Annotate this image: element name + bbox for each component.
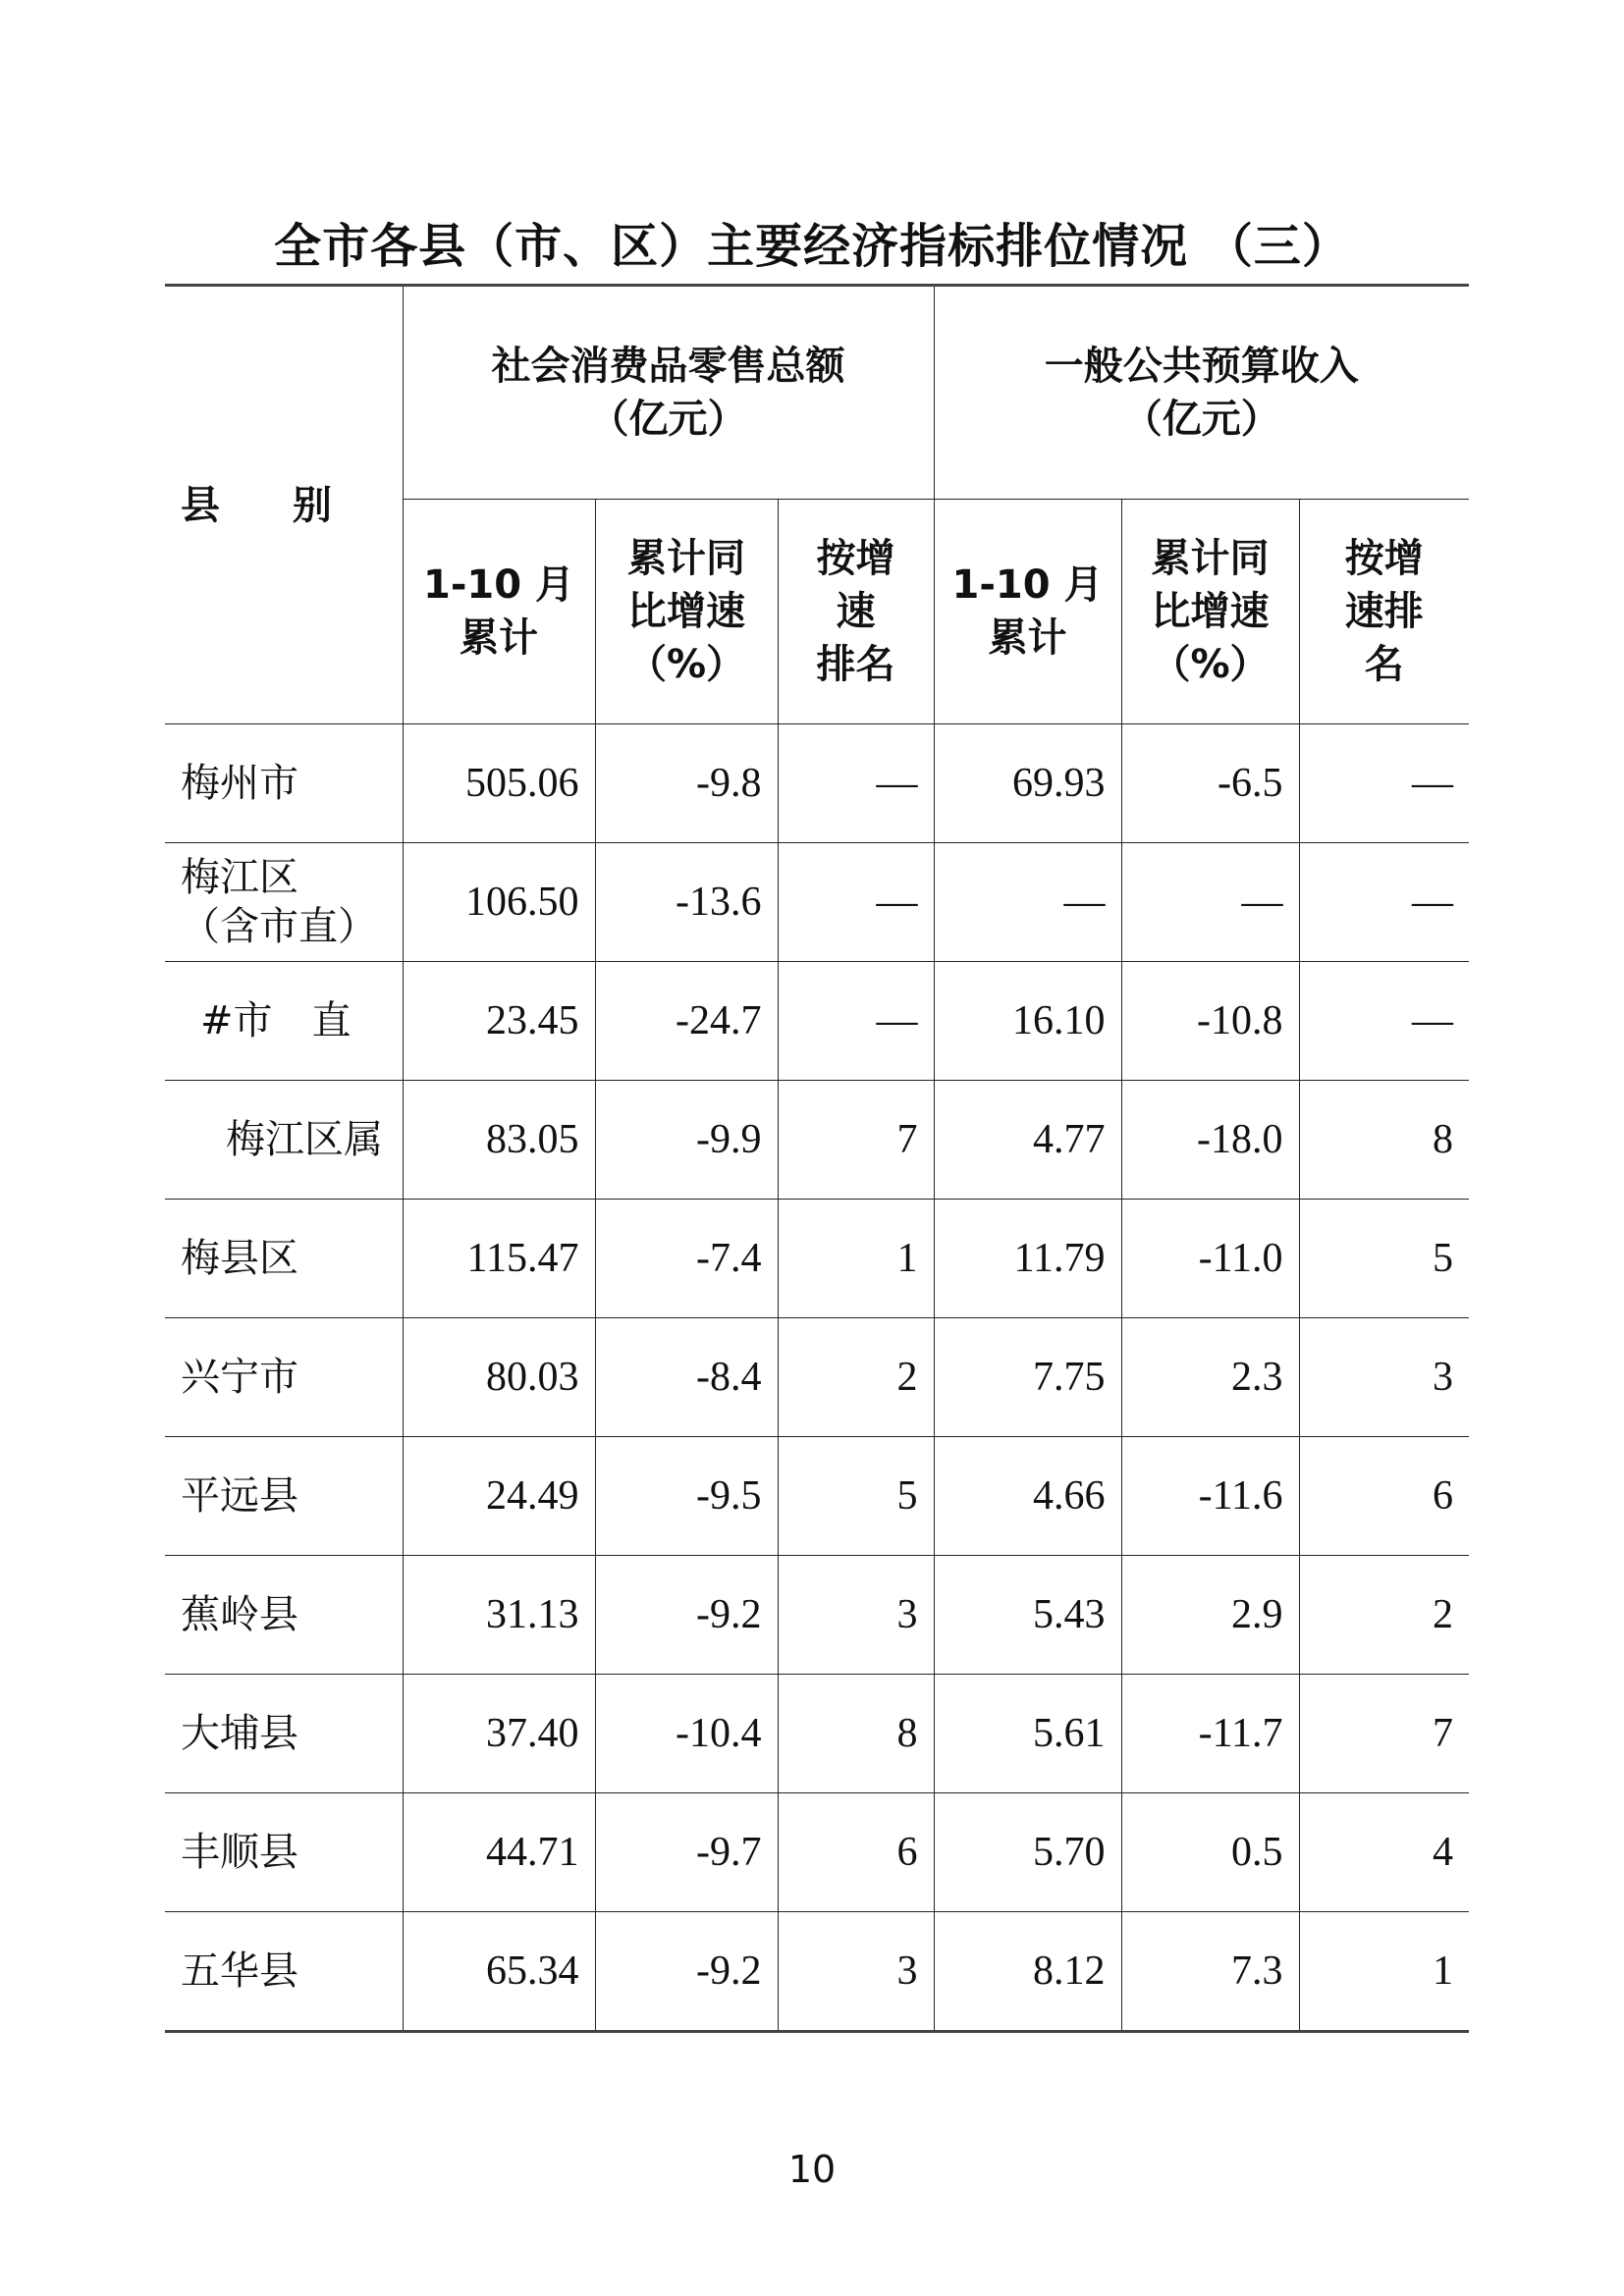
county-name: 梅州市 [165, 724, 403, 843]
retail-cell: 23.45 [403, 962, 595, 1081]
retail-cell: 65.34 [403, 1912, 595, 2032]
header-line: 1-10 月 [951, 562, 1104, 608]
budget-rank-cell: 3 [1299, 1318, 1469, 1437]
county-name: 兴宁市 [165, 1318, 403, 1437]
retail-rank-cell: 8 [778, 1675, 934, 1793]
budget-cell: 16.10 [934, 962, 1121, 1081]
retail-cell: 83.05 [403, 1081, 595, 1200]
budget-growth-cell: -11.6 [1121, 1437, 1299, 1556]
budget-rank-cell: 7 [1299, 1675, 1469, 1793]
table-row [165, 1912, 1469, 2032]
budget-growth-cell: 0.5 [1121, 1793, 1299, 1912]
budget-cell: 4.77 [934, 1081, 1121, 1200]
retail-cell: 44.71 [403, 1793, 595, 1912]
budget-rank-cell: — [1299, 962, 1469, 1081]
retail-growth-header [595, 500, 778, 724]
retail-growth-cell: -9.7 [595, 1793, 778, 1912]
budget-rank-cell: 2 [1299, 1556, 1469, 1675]
retail-rank-cell: 5 [778, 1437, 934, 1556]
budget-group-unit: （亿元） [1122, 397, 1280, 442]
county-name: 大埔县 [165, 1675, 403, 1793]
table-row [165, 843, 1469, 962]
county-name: 梅县区 [165, 1200, 403, 1318]
budget-cell: 5.43 [934, 1556, 1121, 1675]
budget-rank-cell: 6 [1299, 1437, 1469, 1556]
header-row-groups [165, 286, 1469, 500]
retail-cell: 37.40 [403, 1675, 595, 1793]
header-line: （%） [1151, 642, 1270, 687]
county-name-line: 梅江区 [181, 855, 298, 900]
budget-rank-cell: 1 [1299, 1912, 1469, 2032]
budget-growth-cell: 2.3 [1121, 1318, 1299, 1437]
county-name: 蕉岭县 [165, 1556, 403, 1675]
table-row [165, 1437, 1469, 1556]
header-line: 按增 [816, 536, 895, 581]
budget-growth-cell: -10.8 [1121, 962, 1299, 1081]
retail-growth-cell: -10.4 [595, 1675, 778, 1793]
budget-group-name: 一般公共预算收入 [1044, 344, 1359, 389]
budget-rank-cell: — [1299, 843, 1469, 962]
budget-rank-cell: — [1299, 724, 1469, 843]
budget-rank-cell: 4 [1299, 1793, 1469, 1912]
page-number: 10 [787, 2148, 837, 2191]
county-name: 梅江区属 [165, 1081, 403, 1200]
budget-rank-header [1299, 500, 1469, 724]
retail-cell: 24.49 [403, 1437, 595, 1556]
budget-group-header [934, 286, 1469, 500]
retail-rank-cell: 3 [778, 1556, 934, 1675]
county-name: #市 直 [165, 962, 403, 1081]
header-line: 按增 [1344, 536, 1424, 581]
indicator-table [165, 284, 1469, 2033]
retail-rank-cell: — [778, 962, 934, 1081]
retail-group-header [403, 286, 934, 500]
retail-rank-cell: 6 [778, 1793, 934, 1912]
budget-cell: — [934, 843, 1121, 962]
retail-cell: 106.50 [403, 843, 595, 962]
retail-group-name: 社会消费品零售总额 [491, 344, 845, 389]
county-name: 五华县 [165, 1912, 403, 2032]
table-row [165, 1675, 1469, 1793]
header-line: 排名 [816, 642, 895, 687]
budget-cell: 5.61 [934, 1675, 1121, 1793]
retail-growth-cell: -9.5 [595, 1437, 778, 1556]
budget-rank-cell: 8 [1299, 1081, 1469, 1200]
table-row [165, 1556, 1469, 1675]
retail-growth-cell: -9.8 [595, 724, 778, 843]
retail-rank-cell: 1 [778, 1200, 934, 1318]
table-row [165, 1318, 1469, 1437]
retail-cell: 31.13 [403, 1556, 595, 1675]
budget-cell: 7.75 [934, 1318, 1121, 1437]
page-title: 全市各县（市、区）主要经济指标排位情况 （三） [274, 219, 1350, 274]
table-row [165, 962, 1469, 1081]
header-line: 累计 [988, 615, 1067, 661]
retail-growth-cell: -7.4 [595, 1200, 778, 1318]
retail-rank-cell: — [778, 843, 934, 962]
budget-growth-cell: -6.5 [1121, 724, 1299, 843]
table-row [165, 1793, 1469, 1912]
retail-rank-cell: 3 [778, 1912, 934, 2032]
budget-growth-cell: 7.3 [1121, 1912, 1299, 2032]
county-name: 丰顺县 [165, 1793, 403, 1912]
budget-cumulative-header [934, 500, 1121, 724]
budget-cell: 69.93 [934, 724, 1121, 843]
retail-growth-cell: -9.2 [595, 1912, 778, 2032]
budget-growth-cell: -11.7 [1121, 1675, 1299, 1793]
county-header: 县 别 [165, 286, 403, 724]
budget-growth-cell: -11.0 [1121, 1200, 1299, 1318]
retail-cell: 115.47 [403, 1200, 595, 1318]
header-line: 累计同 [627, 536, 745, 581]
retail-rank-header [778, 500, 934, 724]
county-name [165, 843, 403, 962]
header-line: 1-10 月 [422, 562, 575, 608]
retail-rank-cell: — [778, 724, 934, 843]
retail-cell: 80.03 [403, 1318, 595, 1437]
retail-cumulative-header [403, 500, 595, 724]
retail-rank-cell: 2 [778, 1318, 934, 1437]
retail-growth-cell: -9.9 [595, 1081, 778, 1200]
budget-growth-header [1121, 500, 1299, 724]
header-line: 累计 [460, 615, 538, 661]
table-row [165, 1081, 1469, 1200]
budget-rank-cell: 5 [1299, 1200, 1469, 1318]
budget-cell: 11.79 [934, 1200, 1121, 1318]
header-line: 名 [1364, 642, 1404, 687]
retail-growth-cell: -24.7 [595, 962, 778, 1081]
retail-cell: 505.06 [403, 724, 595, 843]
header-line: （%） [626, 642, 746, 687]
header-line: 速排 [1344, 589, 1424, 634]
budget-growth-cell: 2.9 [1121, 1556, 1299, 1675]
budget-growth-cell: — [1121, 843, 1299, 962]
retail-group-unit: （亿元） [589, 397, 747, 442]
budget-cell: 8.12 [934, 1912, 1121, 2032]
retail-rank-cell: 7 [778, 1081, 934, 1200]
header-line: 累计同 [1151, 536, 1270, 581]
county-name-line: （含市直） [181, 904, 377, 949]
header-line: 比增速 [627, 589, 745, 634]
header-line: 速 [836, 589, 876, 634]
budget-cell: 5.70 [934, 1793, 1121, 1912]
table-row [165, 1200, 1469, 1318]
budget-cell: 4.66 [934, 1437, 1121, 1556]
retail-growth-cell: -8.4 [595, 1318, 778, 1437]
header-line: 比增速 [1151, 589, 1270, 634]
retail-growth-cell: -13.6 [595, 843, 778, 962]
county-name: 平远县 [165, 1437, 403, 1556]
retail-growth-cell: -9.2 [595, 1556, 778, 1675]
table-row [165, 724, 1469, 843]
budget-growth-cell: -18.0 [1121, 1081, 1299, 1200]
